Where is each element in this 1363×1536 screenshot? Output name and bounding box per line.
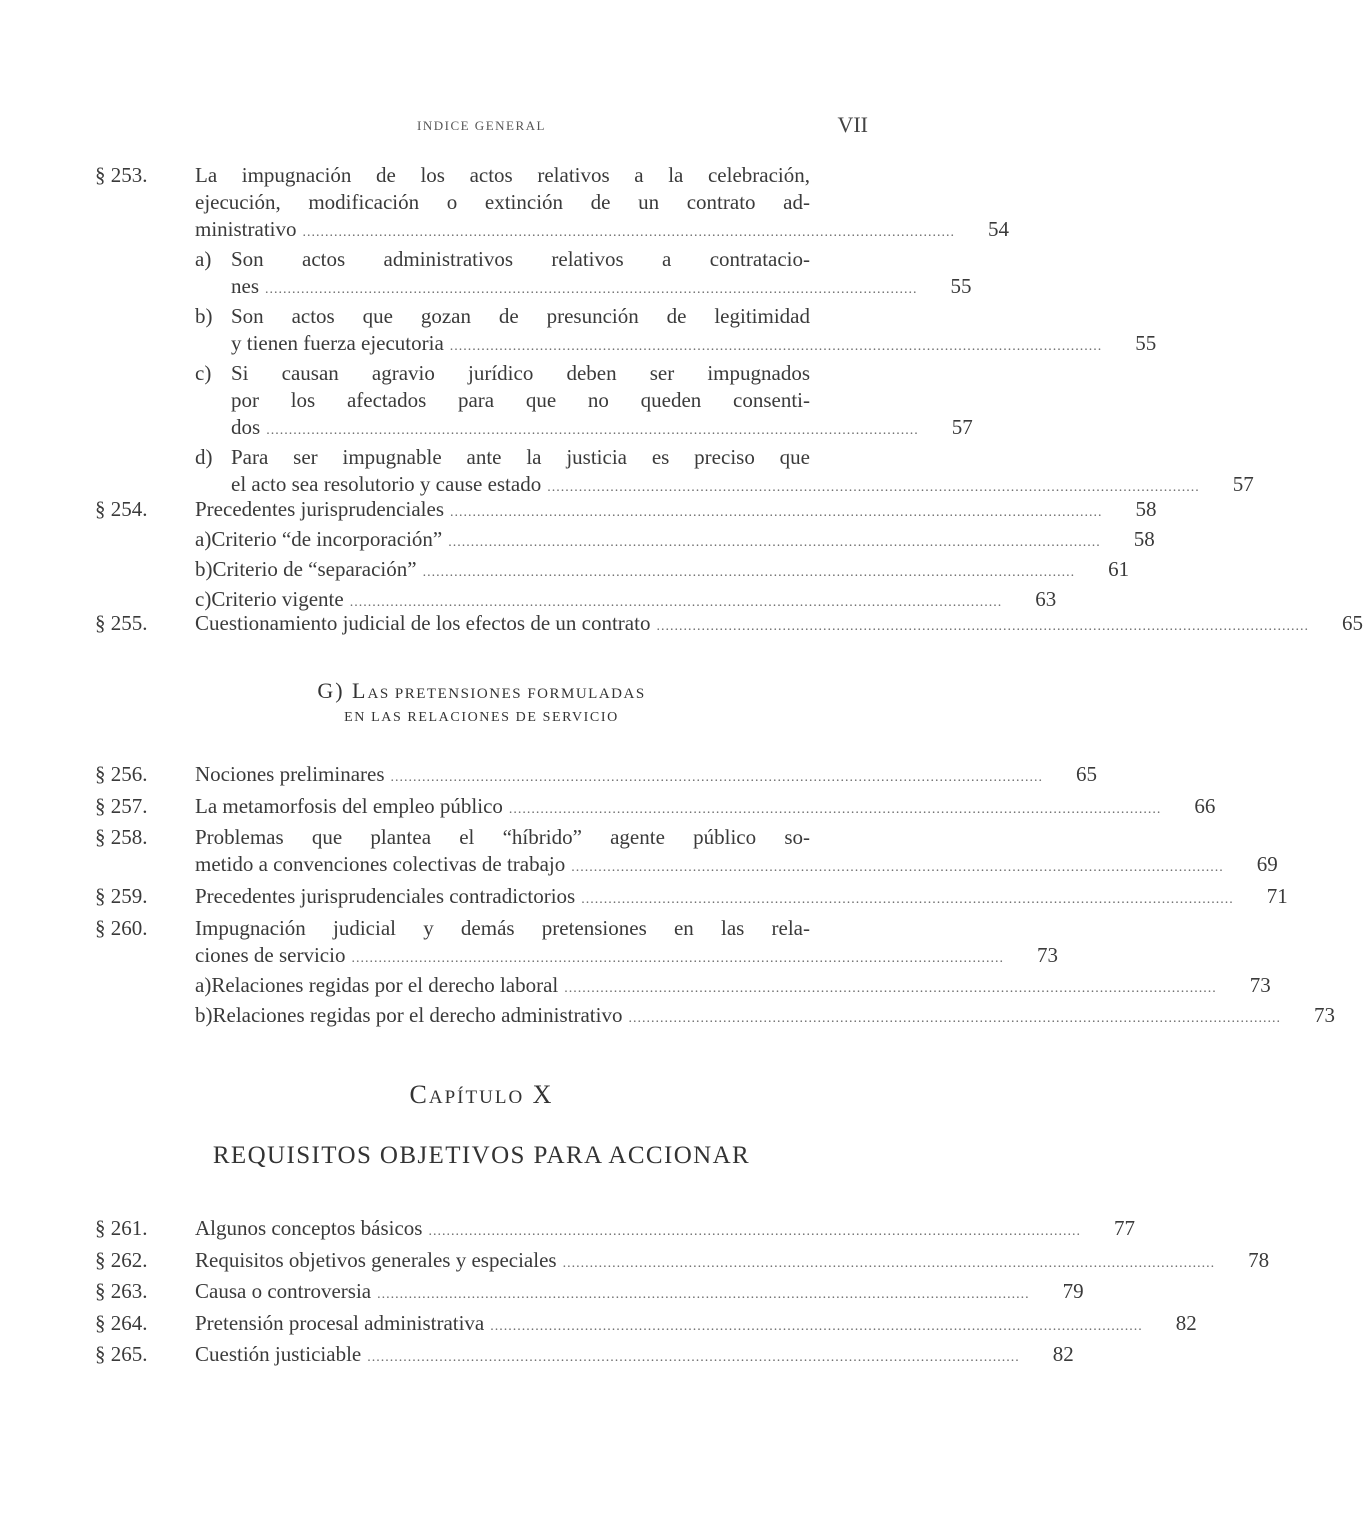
chapter-label (95, 1080, 868, 1110)
dot-leader: ................................................................................................................................................. (266, 423, 919, 438)
toc-page-number: 77 (1113, 1216, 1135, 1240)
toc-entry-body (195, 496, 1157, 616)
dot-leader: ................................................................................................................................................. (422, 565, 1076, 580)
dot-leader: ................................................................................................................................................. (450, 505, 1103, 520)
toc-entry-text: Criterio “de incorporación” (211, 527, 443, 551)
toc-page-number: 73 (1249, 972, 1271, 997)
subentry-label: b) (195, 1002, 213, 1027)
toc-entry-text: ejecución, modificación o extinción de un contrato ad- (195, 190, 810, 214)
toc-entry-text: Pretensión procesal administrativa (195, 1310, 485, 1335)
toc-entry-line (195, 303, 868, 330)
dot-leader: ................................................................................................................................................. (562, 1255, 1216, 1271)
toc-entry-body (195, 1215, 1135, 1245)
toc-entry-body (195, 1278, 1084, 1308)
toc-entry-line (195, 526, 1155, 556)
toc-page-number: 57 (951, 415, 973, 439)
chapter-word: APÍTULO (428, 1087, 525, 1108)
dot-leader: ................................................................................................................................................. (265, 282, 918, 297)
section-number: § 262. (95, 1247, 148, 1272)
section-number: § 258. (95, 825, 148, 849)
section-number: § 260. (95, 915, 148, 940)
toc-page-number: 57 (1232, 472, 1254, 496)
toc-entry-line (195, 1247, 1270, 1277)
toc-entry-text: dos (231, 415, 261, 439)
section-number: § 265. (95, 1342, 148, 1366)
toc-page-number: 71 (1266, 884, 1288, 908)
toc-entry-body (195, 761, 1098, 791)
toc-entry-body (195, 1341, 1074, 1371)
toc-entry-text: Criterio vigente (211, 587, 344, 611)
toc-entry-text: el acto sea resolutorio y cause estado (231, 472, 542, 496)
toc-entry-line (195, 444, 868, 471)
toc-entry-line (195, 793, 1216, 823)
toc-entry-text: y tienen fuerza ejecutoria (231, 331, 444, 355)
toc-entry-line (195, 942, 1058, 972)
toc-entry-text: Algunos conceptos básicos (195, 1216, 423, 1240)
dot-leader: ................................................................................................................................................. (628, 1010, 1281, 1026)
section-number: § 254. (95, 497, 148, 521)
toc-entry-line (195, 761, 1098, 791)
dot-leader: ................................................................................................................................................. (377, 1287, 1030, 1302)
toc-entry-text: Relaciones regidas por el derecho laboral (211, 972, 559, 997)
subentry-label: d) (195, 445, 213, 469)
toc-entry-body (195, 824, 1278, 881)
section-number: § 261. (95, 1216, 148, 1240)
section-number: § 256. (95, 762, 148, 786)
section-initial: L (352, 678, 368, 703)
toc-entry-line (195, 1278, 1084, 1308)
subentry-label: a) (195, 247, 212, 271)
toc-page-number: 63 (1035, 587, 1057, 611)
toc-entry-line (195, 851, 1278, 881)
dot-leader: ................................................................................................................................................. (508, 801, 1162, 817)
subentry-label: b) (195, 304, 213, 328)
toc-entry-line (195, 915, 868, 942)
running-title: INDICE GENERAL (417, 118, 546, 133)
toc-entry-line (195, 1310, 1197, 1340)
toc-entry-body (195, 1247, 1270, 1277)
toc-entry-text: Si causan agravio jurídico deben ser impugnados (231, 361, 810, 385)
toc-entry-body (195, 883, 1288, 913)
dot-leader: ................................................................................................................................................. (351, 950, 1004, 966)
toc-entry-body (195, 793, 1216, 823)
dot-leader: ................................................................................................................................................. (449, 339, 1103, 354)
dot-leader: ................................................................................................................................................. (302, 225, 955, 240)
toc-entry-text: Cuestión justiciable (195, 1342, 362, 1366)
toc-page-number: 79 (1062, 1279, 1084, 1303)
subentry-label: c) (195, 361, 212, 385)
toc-entry-text: Causa o controversia (195, 1279, 372, 1303)
toc-page-number: 73 (1313, 1002, 1335, 1027)
toc-entry-body (195, 915, 1335, 1032)
toc-entry-text: Criterio de “separación” (212, 557, 417, 581)
toc-entry-line (195, 162, 868, 189)
section-number: § 259. (95, 884, 148, 908)
toc-entry-line (195, 556, 1130, 586)
toc-entry-line (195, 414, 973, 444)
dot-leader: ................................................................................................................................................. (656, 619, 1309, 634)
dot-leader: ................................................................................................................................................. (490, 1318, 1143, 1334)
page-number: VII (837, 112, 868, 137)
toc-entry-body (195, 162, 1254, 501)
toc-entry-text: Requisitos objetivos generales y especiales (195, 1247, 557, 1272)
toc-page-number: 69 (1256, 852, 1278, 876)
chapter-number: X (532, 1080, 554, 1109)
section-heading-line1 (95, 678, 868, 704)
toc-entry-text: Son actos que gozan de presunción de legitimidad (231, 304, 810, 328)
toc-entry-text: La impugnación de los actos relativos a la celebración, (195, 163, 810, 187)
toc-entry-line (195, 189, 868, 216)
section-letter: G) (317, 678, 345, 703)
toc-page-number: 55 (1135, 331, 1157, 355)
toc-entry-text: nes (231, 274, 259, 298)
section-number: § 263. (95, 1279, 148, 1303)
toc-entry-text: Para ser impugnable ante la justicia es preciso que (231, 445, 810, 469)
toc-page-number: 58 (1133, 527, 1155, 551)
toc-entry-line (195, 330, 1157, 360)
chapter-initial: C (409, 1080, 429, 1109)
section-number: § 255. (95, 611, 148, 635)
toc-entry-text: ciones de servicio (195, 942, 346, 967)
dot-leader: ................................................................................................................................................. (564, 980, 1217, 996)
toc-entry-line (195, 216, 1009, 246)
toc-entry-text: Nociones preliminares (195, 762, 385, 786)
dot-leader: ................................................................................................................................................. (428, 1224, 1081, 1239)
toc-page-number: 58 (1135, 497, 1157, 521)
toc-entry-text: Cuestionamiento judicial de los efectos de un contrato (195, 611, 651, 635)
subentry-label: a) (195, 972, 212, 997)
dot-leader: ................................................................................................................................................. (349, 595, 1003, 610)
section-number: § 264. (95, 1310, 148, 1335)
toc-entry-body (195, 1310, 1197, 1340)
toc-entry-line (195, 824, 868, 851)
toc-page-number: 82 (1052, 1342, 1074, 1366)
toc-page-number: 73 (1036, 942, 1058, 967)
toc-entry-text: Precedentes jurisprudenciales (195, 497, 444, 521)
dot-leader: ................................................................................................................................................. (448, 535, 1101, 550)
section-heading-line2: EN LAS RELACIONES DE SERVICIO (344, 710, 619, 725)
subentry-label: c) (195, 587, 212, 611)
section-number: § 253. (95, 163, 148, 187)
toc-page-number: 66 (1194, 793, 1216, 818)
toc-page-number: 65 (1076, 762, 1098, 786)
toc-entry-line (195, 972, 1271, 1002)
toc-entry-text: Relaciones regidas por el derecho administrativo (212, 1002, 623, 1027)
toc-entry-text: Son actos administrativos relativos a contratacio- (231, 247, 810, 271)
toc-entry-line (195, 387, 868, 414)
toc-page-number: 61 (1108, 557, 1130, 581)
toc-entry-line (195, 1341, 1074, 1371)
toc-entry-body (195, 610, 1363, 640)
toc-entry-line (195, 246, 868, 273)
toc-page-number: 78 (1248, 1247, 1270, 1272)
toc-entry-line (195, 1002, 1335, 1032)
toc-entry-line (195, 360, 868, 387)
toc-entry-text: Impugnación judicial y demás pretensiones en las rela- (195, 915, 810, 940)
dot-leader: ................................................................................................................................................. (581, 892, 1234, 907)
dot-leader: ................................................................................................................................................. (571, 860, 1224, 875)
section-heading-rest: AS PRETENSIONES FORMULADAS (367, 686, 646, 702)
toc-page-number: 55 (950, 274, 972, 298)
subentry-label: a) (195, 527, 212, 551)
dot-leader: ................................................................................................................................................. (390, 770, 1044, 785)
toc-entry-text: ministrativo (195, 217, 297, 241)
toc-entry-text: metido a convenciones colectivas de trabajo (195, 852, 566, 876)
toc-page-number: 65 (1341, 611, 1363, 635)
toc-entry-line (195, 883, 1288, 913)
toc-entry-text: La metamorfosis del empleo público (195, 793, 503, 818)
toc-entry-line (195, 610, 1363, 640)
toc-entry-line (195, 1215, 1135, 1245)
dot-leader: ................................................................................................................................................. (367, 1350, 1020, 1365)
toc-page-number: 54 (988, 217, 1009, 241)
toc-entry-line (195, 273, 972, 303)
subentry-label: b) (195, 557, 213, 581)
chapter-title: REQUISITOS OBJETIVOS PARA ACCIONAR (212, 1142, 751, 1169)
toc-entry-text: Problemas que plantea el “híbrido” agente público so- (195, 825, 810, 849)
toc-entry-text: por los afectados para que no queden consenti- (231, 388, 810, 412)
section-number: § 257. (95, 793, 148, 818)
dot-leader: ................................................................................................................................................. (547, 480, 1200, 495)
toc-entry-text: Precedentes jurisprudenciales contradictorios (195, 884, 576, 908)
toc-entry-line (195, 496, 1157, 526)
running-head (95, 112, 868, 142)
toc-page-number: 82 (1175, 1310, 1197, 1335)
